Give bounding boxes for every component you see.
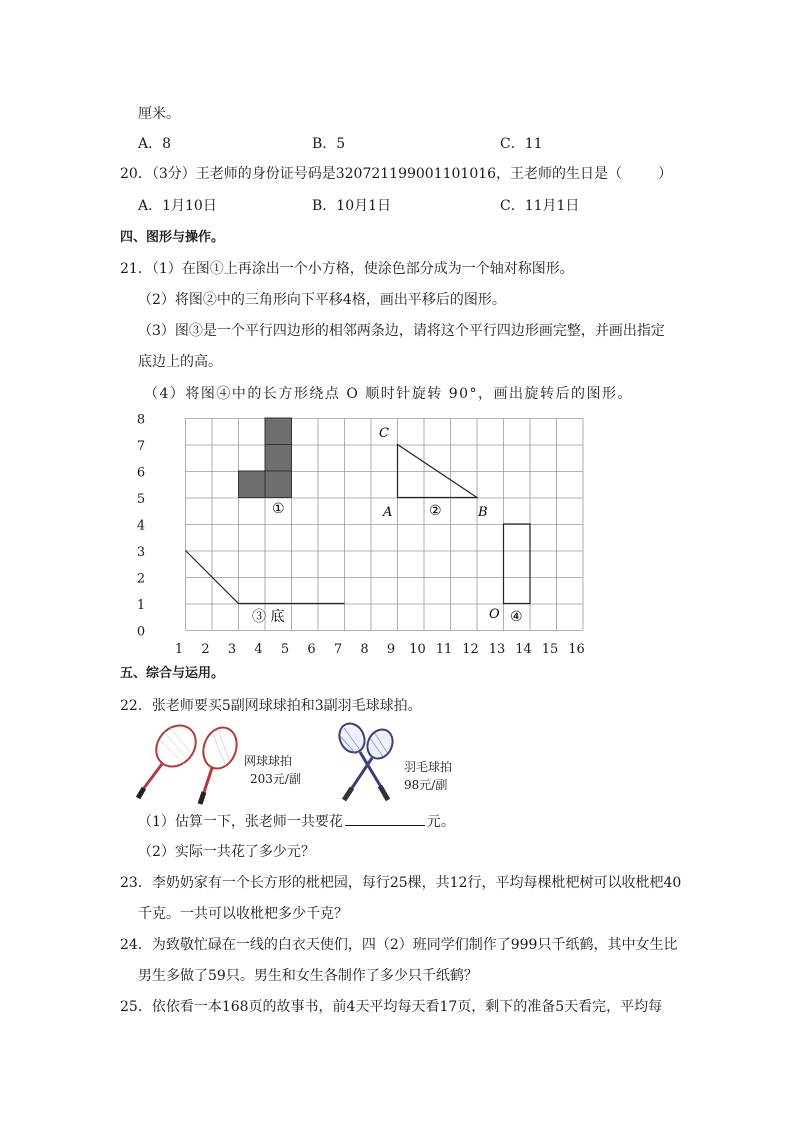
q20-text: 20．（3分）王老师的身份证号码是320721199001101016，王老师的生日是（ (120, 166, 623, 182)
fig1-square (265, 418, 292, 445)
section-5-title: 五、综合与运用。 (120, 666, 225, 681)
y-tick-label: 7 (136, 439, 146, 454)
section-4-title: 四、图形与操作。 (120, 230, 225, 245)
y-tick-label: 4 (136, 518, 146, 534)
x-tick-label: 5 (280, 642, 290, 657)
x-tick-label: 7 (333, 642, 343, 657)
x-tick-label: 1 (174, 642, 184, 657)
y-tick-label: 0 (136, 624, 146, 640)
point-o-label: O (489, 607, 500, 622)
q19-option-c[interactable]: C．11 (500, 136, 543, 152)
q19-option-a[interactable]: A．8 (138, 136, 172, 152)
q20-option-a[interactable]: A．1月10日 (138, 198, 217, 214)
x-tick-label: 12 (462, 642, 479, 657)
badminton-racket-icon (330, 722, 402, 802)
q22-text: 22．张老师要买5副网球球拍和3副羽毛球球拍。 (120, 698, 422, 714)
grid-figure[interactable] (120, 408, 600, 663)
q22-sub1 (138, 811, 455, 832)
y-tick-label: 1 (136, 598, 146, 613)
q20-option-b[interactable]: B．10月1日 (312, 198, 392, 214)
x-tick-label: 3 (227, 642, 237, 657)
q21-part3-cont: 底边上的高。 (138, 354, 222, 370)
x-tick-label: 9 (386, 642, 396, 657)
point-c-label: C (379, 426, 389, 441)
point-b-label: B (478, 505, 488, 520)
fig1-square (265, 445, 292, 472)
figure-4-rectangle (504, 524, 531, 604)
x-tick-label: 8 (360, 642, 369, 657)
q22-sub1-text: （1）估算一下，张老师一共要花 (138, 814, 343, 830)
y-tick-label: 2 (136, 571, 146, 587)
x-tick-label: 13 (488, 642, 506, 657)
q24-line1: 24．为致敬忙碌在一线的白衣天使们，四（2）班同学们制作了999只千纸鹤，其中女生比 (120, 937, 678, 953)
label-fig1: ① (272, 501, 285, 517)
x-tick-label: 15 (541, 642, 559, 657)
q23-line2: 千克。一共可以收枇杷多少千克？ (138, 906, 348, 922)
label-fig2: ② (429, 503, 442, 519)
figure-2-triangle (398, 445, 478, 498)
tennis-racket-icon (136, 722, 246, 810)
q23-line1: 23．李奶奶家有一个长方形的枇杷园，每行25棵，共12行，平均每棵枇杷树可以收枇杷40 (120, 875, 682, 891)
label-fig3: ③ 底 (252, 609, 285, 625)
q22-sub1-answer-blank[interactable] (345, 811, 425, 826)
x-axis-ticks (175, 642, 585, 657)
badminton-racket-name: 羽毛球拍 (404, 760, 453, 774)
y-tick-label: 5 (136, 492, 146, 507)
tennis-racket-price: 203元/副 (250, 772, 301, 786)
x-tick-label: 16 (568, 642, 585, 657)
q22-sub1-unit: 元。 (426, 814, 455, 830)
y-tick-label: 3 (136, 545, 146, 560)
y-axis-ticks (137, 413, 145, 640)
x-tick-label: 2 (201, 642, 210, 657)
q22-sub2: （2）实际一共花了多少元？ (138, 844, 315, 860)
label-fig4: ④ (510, 609, 523, 625)
fig1-square (239, 471, 266, 498)
q19-tail: 厘米。 (138, 106, 180, 122)
tennis-racket-name: 网球球拍 (244, 754, 293, 768)
x-tick-label: 11 (435, 642, 453, 657)
q24-line2: 男生多做了59只。男生和女生各制作了多少只千纸鹤？ (138, 968, 478, 984)
point-a-label: A (383, 505, 393, 520)
q20-close: ） (658, 166, 673, 182)
figure-1-shaded (239, 418, 292, 498)
x-tick-label: 14 (515, 642, 532, 657)
q20-option-c[interactable]: C．11月1日 (500, 198, 580, 214)
q25-line1: 25．依依看一本168页的故事书，前4天平均每天看17页，剩下的准备5天看完，平均每 (120, 999, 663, 1015)
badminton-racket-price: 98元/副 (404, 778, 448, 792)
y-tick-label: 8 (136, 412, 146, 428)
y-tick-label: 6 (136, 465, 146, 481)
fig1-square (265, 471, 292, 498)
q21-part2: （2）将图②中的三角形向下平移4格，画出平移后的图形。 (138, 292, 506, 308)
q20-question (120, 164, 672, 184)
q19-option-b[interactable]: B．5 (312, 136, 346, 152)
q21-part4: （4）将图④中的长方形绕点 O 顺时针旋转 90°，画出旋转后的图形。 (144, 386, 634, 402)
q21-part3: （3）图③是一个平行四边形的相邻两条边，请将这个平行四边形画完整，并画出指定 (138, 323, 665, 339)
x-tick-label: 6 (307, 642, 316, 657)
x-tick-label: 10 (409, 642, 426, 657)
x-tick-label: 4 (254, 642, 263, 657)
q21-part1: 21．（1）在图①上再涂出一个小方格，使涂色部分成为一个轴对称图形。 (120, 261, 574, 277)
